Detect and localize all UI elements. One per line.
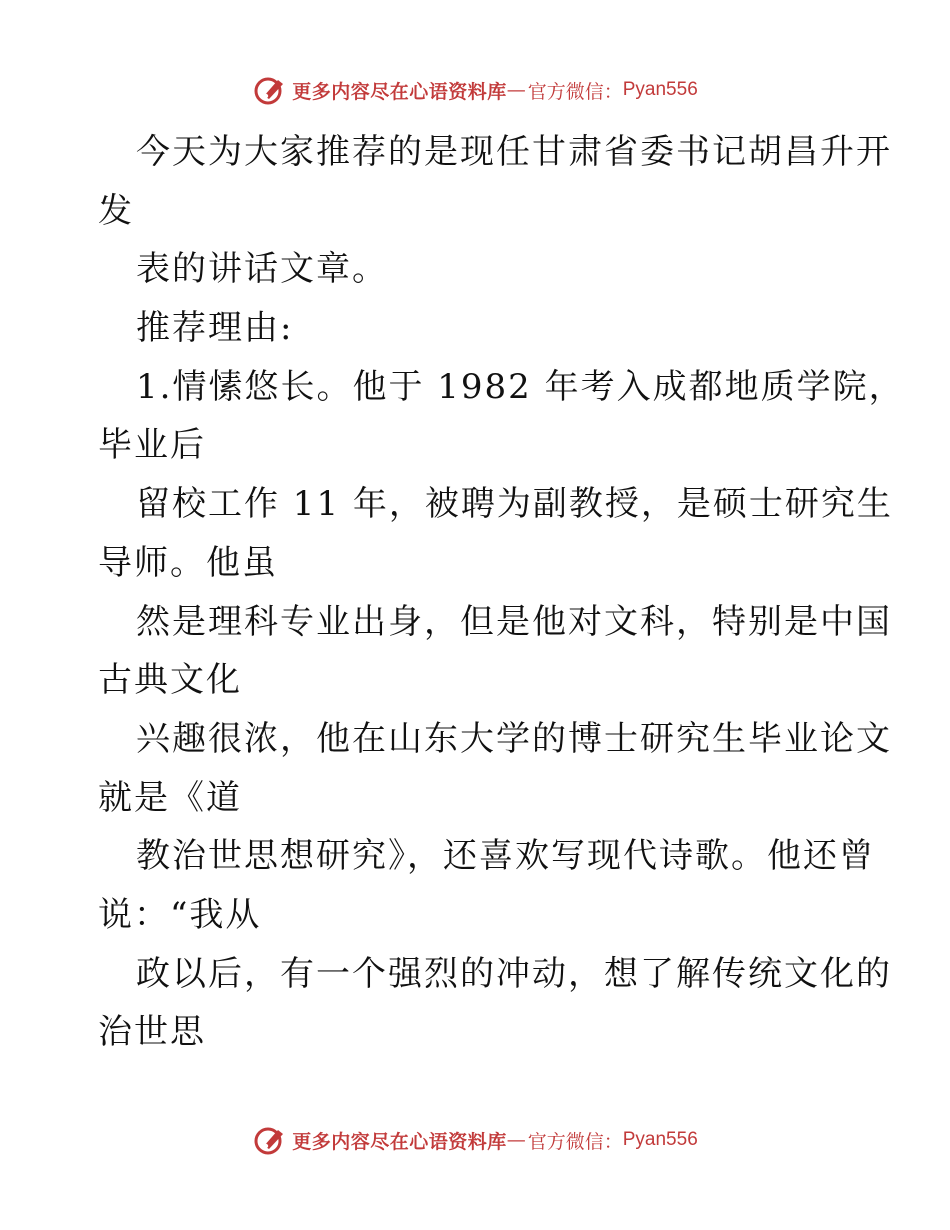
banner-separator: — bbox=[506, 1129, 526, 1151]
pen-nib-logo-icon bbox=[252, 1122, 288, 1158]
footer-banner bbox=[0, 1122, 950, 1158]
banner-wechat-label: 官方微信： bbox=[527, 80, 623, 103]
text-line: 毕业后 bbox=[98, 425, 206, 466]
header-banner bbox=[0, 72, 950, 108]
text-line: 说：“我从 bbox=[98, 894, 262, 935]
text-line: 政以后，有一个强烈的冲动，想了解传统文化的 bbox=[136, 953, 892, 994]
text-line: 兴趣很浓，他在山东大学的博士研究生毕业论文 bbox=[136, 718, 892, 759]
text-line: 表的讲话文章。 bbox=[136, 249, 388, 290]
banner-wechat-label: 官方微信： bbox=[527, 1130, 623, 1153]
document-body bbox=[98, 123, 905, 1062]
text-line: 留校工作 11 年，被聘为副教授，是硕士研究生 bbox=[136, 484, 893, 525]
text-line: 发 bbox=[98, 190, 134, 231]
banner-text: 更多内容尽在心语资料库 bbox=[292, 1130, 507, 1153]
text-line: 古典文化 bbox=[98, 660, 242, 701]
banner-separator: — bbox=[506, 79, 526, 101]
pen-nib-logo-icon bbox=[252, 72, 288, 108]
text-line: 推荐理由: bbox=[136, 308, 294, 349]
text-line: 治世思 bbox=[98, 1012, 206, 1053]
text-line: 就是《道 bbox=[98, 777, 242, 818]
text-line: 今天为大家推荐的是现任甘肃省委书记胡昌升开 bbox=[136, 132, 892, 172]
text-line: 1.情愫悠长。他于 1982 年考入成都地质学院， bbox=[136, 366, 905, 407]
banner-text: 更多内容尽在心语资料库 bbox=[292, 80, 507, 103]
text-line: 然是理科专业出身，但是他对文科，特别是中国 bbox=[136, 601, 892, 642]
banner-wechat-id: Pyan556 bbox=[622, 79, 698, 100]
banner-wechat-id: Pyan556 bbox=[622, 1129, 698, 1150]
text-line: 导师。他虽 bbox=[98, 542, 278, 583]
text-line: 教治世思想研究》，还喜欢写现代诗歌。他还曾 bbox=[136, 836, 875, 877]
